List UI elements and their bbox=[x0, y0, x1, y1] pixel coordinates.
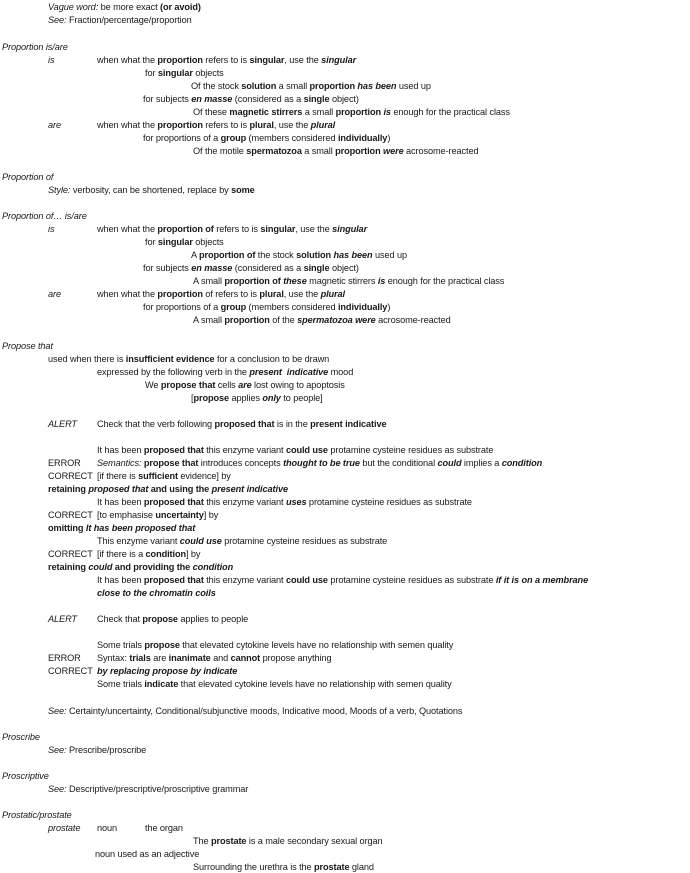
text-run: refers to is bbox=[202, 55, 250, 65]
text-run: enough for the practical class bbox=[385, 276, 505, 286]
text-run: It has been proposed that bbox=[85, 523, 196, 533]
text-run: inanimate bbox=[168, 653, 211, 663]
text-run: could bbox=[88, 562, 113, 572]
text-run: protamine cysteine residues as substrate bbox=[306, 497, 472, 507]
text-run: Some trials bbox=[97, 640, 145, 650]
text-run: magnetic stirrers bbox=[306, 276, 378, 286]
entry-headword bbox=[2, 809, 72, 821]
text-run: refers to is bbox=[213, 224, 261, 234]
text-run: these bbox=[283, 276, 307, 286]
text-run: Descriptive/prescriptive/proscriptive grammar bbox=[66, 784, 249, 794]
text-run: present indicative bbox=[211, 484, 288, 494]
entry-line bbox=[48, 522, 195, 534]
text-run: , use the bbox=[284, 55, 322, 65]
entry-line bbox=[97, 470, 231, 482]
entry-label bbox=[48, 665, 93, 677]
text-run: Check that the verb following bbox=[97, 419, 215, 429]
text-run: protamine cysteine residues as substrate bbox=[221, 536, 388, 546]
text-run: This enzyme variant bbox=[97, 536, 180, 546]
see-also-line bbox=[48, 14, 192, 26]
example-sentence bbox=[97, 639, 453, 651]
text-run: applies to people bbox=[177, 614, 249, 624]
entry-headword bbox=[2, 41, 68, 53]
entry-label bbox=[48, 652, 81, 664]
entry-label bbox=[48, 822, 80, 834]
example-sentence bbox=[97, 574, 588, 586]
text-run: Propose that bbox=[2, 341, 53, 351]
text-run: for subjects bbox=[143, 94, 192, 104]
text-run: for proportions of a bbox=[143, 133, 221, 143]
text-run: acrosome-reacted bbox=[375, 315, 451, 325]
entry-label bbox=[48, 418, 77, 430]
example-sentence bbox=[191, 249, 407, 261]
text-run: We bbox=[145, 380, 161, 390]
text-run: plural bbox=[310, 120, 336, 130]
entry-label bbox=[48, 509, 93, 521]
text-run: It has been bbox=[97, 575, 144, 585]
text-run: , use the bbox=[283, 289, 321, 299]
text-run: proposed that bbox=[143, 575, 204, 585]
text-run: for subjects bbox=[143, 263, 192, 273]
text-run: plural bbox=[249, 120, 274, 130]
text-run: proportion of bbox=[198, 250, 256, 260]
text-run: [if there is bbox=[97, 471, 139, 481]
entry-line bbox=[143, 132, 390, 144]
entry-line bbox=[95, 848, 199, 860]
entry-line bbox=[97, 548, 200, 560]
text-run: could use bbox=[285, 445, 328, 455]
text-run: only bbox=[262, 393, 281, 403]
text-run: the stock bbox=[255, 250, 297, 260]
text-run: (members considered bbox=[246, 133, 338, 143]
text-run: , use the bbox=[295, 224, 333, 234]
text-run: Proportion of bbox=[2, 172, 54, 182]
text-run: be more exact bbox=[98, 2, 160, 12]
text-run: evidence] by bbox=[177, 471, 231, 481]
text-run: , use the bbox=[273, 120, 311, 130]
text-run: and bbox=[210, 653, 231, 663]
text-run: propose bbox=[193, 393, 229, 403]
example-sentence bbox=[145, 379, 345, 391]
text-run: proposed that bbox=[88, 484, 149, 494]
text-run: has been bbox=[357, 81, 397, 91]
text-run: proportion bbox=[157, 55, 203, 65]
entry-line bbox=[97, 652, 331, 664]
text-run: ERROR bbox=[48, 458, 81, 468]
entry-line bbox=[97, 457, 542, 469]
text-run: by replacing bbox=[97, 666, 153, 676]
entry-headword bbox=[2, 770, 49, 782]
text-run: propose bbox=[142, 614, 178, 624]
text-run: proportion of bbox=[157, 224, 214, 234]
text-run: singular bbox=[157, 68, 193, 78]
text-run: Certainty/uncertainty, Conditional/subjunctive moods, Indicative mood, Moods of a verb, Quotations bbox=[66, 706, 463, 716]
text-run: sufficient bbox=[138, 471, 178, 481]
text-run: when what the bbox=[97, 224, 158, 234]
text-run: introduces concepts bbox=[198, 458, 284, 468]
text-run: are bbox=[48, 120, 61, 130]
text-run: object) bbox=[329, 263, 359, 273]
text-run: noun bbox=[97, 823, 118, 833]
text-run: individually bbox=[337, 302, 388, 312]
text-run: en masse bbox=[191, 94, 233, 104]
text-run: retaining bbox=[48, 562, 89, 572]
text-run: prostate bbox=[210, 836, 247, 846]
text-run: Some trials bbox=[97, 679, 145, 689]
text-run: proportion bbox=[309, 81, 355, 91]
text-run: single bbox=[303, 94, 330, 104]
text-run: indicate bbox=[203, 666, 238, 676]
text-run: this enzyme variant bbox=[203, 445, 286, 455]
entry-line bbox=[97, 509, 218, 521]
text-run: solution bbox=[296, 250, 332, 260]
text-run: individually bbox=[337, 133, 388, 143]
text-run: proportion bbox=[157, 289, 203, 299]
text-run: thought to be true bbox=[283, 458, 360, 468]
text-run: applies bbox=[229, 393, 263, 403]
entry-headword bbox=[2, 171, 53, 183]
text-run: ) bbox=[387, 302, 391, 312]
text-run: single bbox=[303, 263, 330, 273]
text-run: of the bbox=[269, 315, 298, 325]
text-run: present indicative bbox=[310, 419, 387, 429]
text-run: when what the bbox=[97, 120, 158, 130]
entry-headword bbox=[2, 731, 40, 743]
text-run: propose anything bbox=[260, 653, 332, 663]
entry-line bbox=[97, 54, 356, 66]
text-run: proportion bbox=[335, 146, 381, 156]
see-also-line bbox=[48, 744, 146, 756]
text-run: this enzyme variant bbox=[203, 497, 286, 507]
text-run: ] by bbox=[185, 549, 201, 559]
entry-line bbox=[145, 822, 183, 834]
text-run: CORRECT bbox=[48, 666, 93, 676]
text-run: lost owing to apoptosis bbox=[251, 380, 345, 390]
text-run: the organ bbox=[145, 823, 183, 833]
text-run: Surrounding the urethra is the bbox=[193, 862, 315, 872]
text-run: for a conclusion to be drawn bbox=[214, 354, 330, 364]
text-run: A bbox=[191, 250, 199, 260]
text-run: proportion bbox=[157, 120, 203, 130]
entry-line bbox=[145, 67, 224, 79]
entry-line bbox=[48, 353, 329, 365]
text-run: Proportion of… is/are bbox=[2, 211, 87, 221]
text-run: See: bbox=[48, 745, 67, 755]
text-run: singular bbox=[332, 224, 368, 234]
example-sentence bbox=[193, 314, 451, 326]
text-run: ] by bbox=[203, 510, 219, 520]
entry-label bbox=[48, 223, 54, 235]
entry-label bbox=[48, 470, 93, 482]
text-run: has been bbox=[333, 250, 373, 260]
text-run: It has been bbox=[97, 445, 144, 455]
entry-headword bbox=[2, 210, 87, 222]
text-run: some bbox=[231, 185, 255, 195]
text-run: noun used as an adjective bbox=[95, 849, 200, 859]
entry-line bbox=[143, 301, 390, 313]
text-run: prostate bbox=[48, 823, 81, 833]
text-run: ) bbox=[387, 133, 391, 143]
text-run: singular bbox=[321, 55, 357, 65]
text-run: proposed that bbox=[143, 497, 204, 507]
text-run: prostate bbox=[314, 862, 350, 872]
text-run: but the conditional bbox=[359, 458, 438, 468]
example-sentence bbox=[97, 535, 387, 547]
text-run: ALERT bbox=[48, 614, 77, 624]
text-run: acrosome-reacted bbox=[403, 146, 479, 156]
entry-line bbox=[48, 1, 201, 13]
text-run: Proportion is/are bbox=[2, 42, 68, 52]
text-run: propose bbox=[152, 666, 188, 676]
text-run: when what the bbox=[97, 289, 158, 299]
text-run: Proscribe bbox=[2, 732, 40, 742]
text-run: See: bbox=[48, 706, 67, 716]
text-run: and using the bbox=[148, 484, 212, 494]
text-run: refers to is bbox=[202, 120, 250, 130]
text-run: implies a bbox=[461, 458, 502, 468]
text-run: were bbox=[383, 146, 404, 156]
text-run: A small bbox=[193, 276, 225, 286]
entry-line bbox=[48, 561, 233, 573]
text-run: magnetic stirrers bbox=[229, 107, 303, 117]
text-run: singular bbox=[249, 55, 285, 65]
example-sentence bbox=[193, 106, 510, 118]
text-run: and providing the bbox=[112, 562, 193, 572]
text-run: Prescribe/proscribe bbox=[66, 745, 147, 755]
text-run: for bbox=[145, 237, 158, 247]
entry-line bbox=[143, 262, 359, 274]
text-run: gland bbox=[349, 862, 374, 872]
text-run: The bbox=[193, 836, 211, 846]
text-run: used up bbox=[372, 250, 408, 260]
example-sentence bbox=[97, 496, 472, 508]
text-run: could use bbox=[179, 536, 222, 546]
text-run: could bbox=[437, 458, 462, 468]
text-run: a small bbox=[302, 107, 336, 117]
text-run: condition bbox=[145, 549, 186, 559]
entry-line bbox=[48, 483, 288, 495]
text-run: are bbox=[48, 289, 61, 299]
text-run: used up bbox=[396, 81, 431, 91]
entry-label bbox=[48, 457, 81, 469]
entry-line bbox=[143, 93, 359, 105]
entry-line bbox=[97, 119, 335, 131]
entry-line bbox=[97, 223, 367, 235]
text-run: if it is on a membrane bbox=[495, 575, 589, 585]
text-run: are bbox=[150, 653, 169, 663]
text-run: uncertainty bbox=[155, 510, 204, 520]
text-run: [ bbox=[191, 393, 194, 403]
entry-line bbox=[97, 665, 237, 677]
text-run: Of the motile bbox=[193, 146, 247, 156]
text-run: singular bbox=[260, 224, 296, 234]
text-run: Of the stock bbox=[191, 81, 242, 91]
entry-line bbox=[97, 418, 386, 430]
text-run: proposed that bbox=[214, 419, 275, 429]
text-run: verbosity, can be shortened, replace by bbox=[70, 185, 232, 195]
text-run: are bbox=[238, 380, 252, 390]
text-run: condition bbox=[192, 562, 234, 572]
entry-label bbox=[48, 548, 93, 560]
text-run: that elevated cytokine levels have no relationship with semen quality bbox=[178, 679, 452, 689]
text-run: indicate bbox=[144, 679, 179, 689]
example-sentence bbox=[97, 587, 216, 599]
text-run: Of these bbox=[193, 107, 230, 117]
entry-line bbox=[97, 822, 117, 834]
text-run: (members considered bbox=[246, 302, 338, 312]
text-run: CORRECT bbox=[48, 471, 93, 481]
text-run: (considered as a bbox=[232, 263, 304, 273]
example-sentence bbox=[193, 835, 383, 847]
text-run: object) bbox=[329, 94, 359, 104]
text-run: when what the bbox=[97, 55, 158, 65]
text-run: enough for the practical class bbox=[390, 107, 510, 117]
entry-label bbox=[48, 613, 77, 625]
example-sentence bbox=[191, 392, 323, 404]
text-run: could use bbox=[285, 575, 328, 585]
text-run: protamine cysteine residues as substrate bbox=[327, 575, 496, 585]
text-run: ERROR bbox=[48, 653, 81, 663]
text-run: Syntax: bbox=[97, 653, 130, 663]
text-run: [if there is a bbox=[97, 549, 146, 559]
text-run: used when there is bbox=[48, 354, 126, 364]
text-run: (or avoid) bbox=[159, 2, 201, 12]
text-run: See: bbox=[48, 15, 67, 25]
entry-line bbox=[97, 288, 345, 300]
text-run: group bbox=[220, 302, 247, 312]
text-run: A small bbox=[193, 315, 225, 325]
text-run: condition bbox=[501, 458, 543, 468]
text-run: CORRECT bbox=[48, 510, 93, 520]
text-run: that elevated cytokine levels have no relationship with semen quality bbox=[179, 640, 454, 650]
text-run: It has been bbox=[97, 497, 144, 507]
text-run: proportion bbox=[224, 315, 270, 325]
text-run: cells bbox=[215, 380, 239, 390]
text-run: expressed by the following verb in the bbox=[97, 367, 250, 377]
example-sentence bbox=[193, 861, 374, 873]
example-sentence bbox=[97, 444, 493, 456]
example-sentence bbox=[193, 275, 504, 287]
text-run: is bbox=[377, 276, 386, 286]
text-run: CORRECT bbox=[48, 549, 93, 559]
text-run: proposed that bbox=[143, 445, 204, 455]
entry-label bbox=[48, 54, 54, 66]
text-run: ALERT bbox=[48, 419, 77, 429]
see-also-line bbox=[48, 783, 248, 795]
text-run: proportion of bbox=[224, 276, 281, 286]
text-run: is a male secondary sexual organ bbox=[246, 836, 383, 846]
text-run: Check that bbox=[97, 614, 143, 624]
text-run: is bbox=[48, 55, 55, 65]
text-run: present indicative bbox=[249, 367, 329, 377]
entry-headword bbox=[2, 340, 53, 352]
text-run: by bbox=[187, 666, 204, 676]
text-run: is bbox=[383, 107, 391, 117]
text-run: propose that bbox=[143, 458, 199, 468]
entry-line bbox=[48, 184, 255, 196]
entry-label bbox=[48, 119, 61, 131]
text-run: en masse bbox=[191, 263, 233, 273]
text-run: (considered as a bbox=[232, 94, 304, 104]
text-run: a small bbox=[301, 146, 336, 156]
text-run: close to the chromatin coils bbox=[97, 588, 216, 598]
text-run: is bbox=[48, 224, 55, 234]
example-sentence bbox=[193, 145, 478, 157]
text-run: insufficient evidence bbox=[125, 354, 215, 364]
text-run: protamine cysteine residues as substrate bbox=[327, 445, 494, 455]
entry-line bbox=[97, 613, 248, 625]
text-run: objects bbox=[192, 68, 224, 78]
text-run: omitting bbox=[48, 523, 86, 533]
text-run: plural bbox=[259, 289, 284, 299]
text-run: propose that bbox=[160, 380, 216, 390]
text-run: for bbox=[145, 68, 158, 78]
text-run: spermatozoa were bbox=[297, 315, 376, 325]
text-run: cannot bbox=[230, 653, 261, 663]
text-run: objects bbox=[192, 237, 224, 247]
text-run: proportion bbox=[335, 107, 381, 117]
text-run: spermatozoa bbox=[246, 146, 302, 156]
text-run: Fraction/percentage/proportion bbox=[66, 15, 192, 25]
see-also-line bbox=[48, 705, 462, 717]
text-run: propose bbox=[144, 640, 180, 650]
text-run: of refers to is bbox=[202, 289, 260, 299]
text-run: to people] bbox=[280, 393, 323, 403]
text-run: Prostatic/prostate bbox=[2, 810, 72, 820]
example-sentence bbox=[97, 678, 452, 690]
text-run: trials bbox=[129, 653, 151, 663]
text-run: [to emphasise bbox=[97, 510, 156, 520]
text-run: Style: bbox=[48, 185, 71, 195]
text-run: singular bbox=[157, 237, 193, 247]
text-run: Semantics: bbox=[97, 458, 142, 468]
text-run: this enzyme variant bbox=[203, 575, 286, 585]
text-run: for proportions of a bbox=[143, 302, 221, 312]
text-run: solution bbox=[241, 81, 277, 91]
example-sentence bbox=[191, 80, 431, 92]
text-run: a small bbox=[276, 81, 310, 91]
text-run: plural bbox=[320, 289, 345, 299]
entry-line bbox=[97, 366, 353, 378]
text-run: group bbox=[220, 133, 247, 143]
text-run: is in the bbox=[274, 419, 311, 429]
entry-line bbox=[145, 236, 224, 248]
text-run: Proscriptive bbox=[2, 771, 49, 781]
text-run: See: bbox=[48, 784, 67, 794]
text-run: Vague word: bbox=[48, 2, 99, 12]
text-run: mood bbox=[328, 367, 354, 377]
entry-label bbox=[48, 288, 61, 300]
text-run: uses bbox=[285, 497, 307, 507]
text-run: retaining bbox=[48, 484, 89, 494]
